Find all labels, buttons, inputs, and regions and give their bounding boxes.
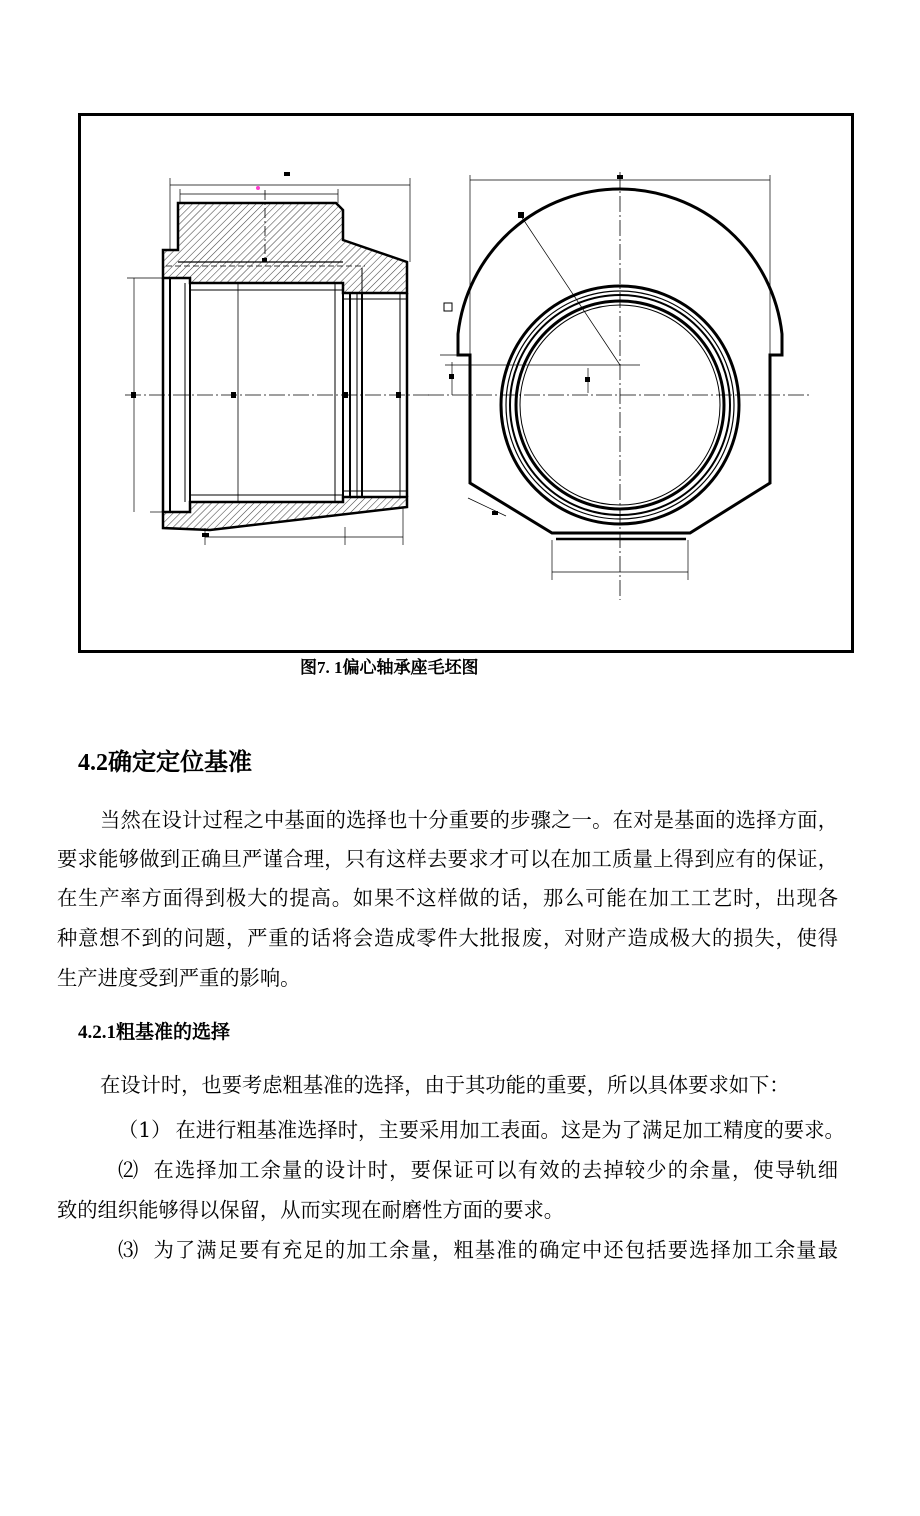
marker-dot	[256, 186, 260, 190]
front-view	[428, 172, 810, 600]
figure-caption: 图7. 1偏心轴承座毛坯图	[300, 658, 479, 677]
list-item-continuation: 致的组织能够得以保留，从而实现在耐磨性方面的要求。	[57, 1198, 565, 1222]
hatched-section-bottom	[163, 497, 407, 530]
list-item-marker: ⑶	[118, 1238, 140, 1262]
hatched-section-top	[163, 203, 407, 293]
list-item-marker: ⑵	[118, 1158, 140, 1182]
section-heading: 4.2确定定位基准	[78, 750, 252, 776]
paragraph-line: 在生产率方面得到极大的提高。如果不这样做的话，那么可能在加工工艺时，出现各	[57, 886, 838, 910]
side-section-view	[125, 172, 432, 545]
bearing-seat-blank-drawing	[78, 113, 855, 654]
paragraph-line: 当然在设计过程之中基面的选择也十分重要的步骤之一。在对是基面的选择方面，	[100, 808, 838, 832]
list-item-text: 在选择加工余量的设计时，要保证可以有效的去掉较少的余量，使导轨细	[153, 1158, 838, 1182]
list-item-marker: （1）	[118, 1118, 172, 1142]
list-item	[118, 1150, 838, 1190]
paragraph-line: 种意想不到的问题，严重的话将会造成零件大批报废，对财产造成极大的损失，使得	[57, 926, 838, 950]
subsection-intro: 在设计时，也要考虑粗基准的选择，由于其功能的重要，所以具体要求如下：	[100, 1073, 790, 1097]
paragraph-line: 要求能够做到正确旦严谨合理，只有这样去要求才可以在加工质量上得到应有的保证，	[57, 847, 838, 871]
list-item-text: 为了满足要有充足的加工余量，粗基准的确定中还包括要选择加工余量最	[153, 1238, 838, 1262]
list-item-text: 在进行粗基准选择时，主要采用加工表面。这是为了满足加工精度的要求。	[175, 1118, 845, 1142]
list-item	[118, 1230, 838, 1270]
subsection-heading: 4.2.1粗基准的选择	[78, 1022, 231, 1043]
bore-outline-lines	[163, 262, 407, 512]
paragraph-line: 生产进度受到严重的影响。	[57, 966, 301, 990]
datum-square-symbol	[444, 303, 452, 311]
list-item	[118, 1110, 845, 1150]
